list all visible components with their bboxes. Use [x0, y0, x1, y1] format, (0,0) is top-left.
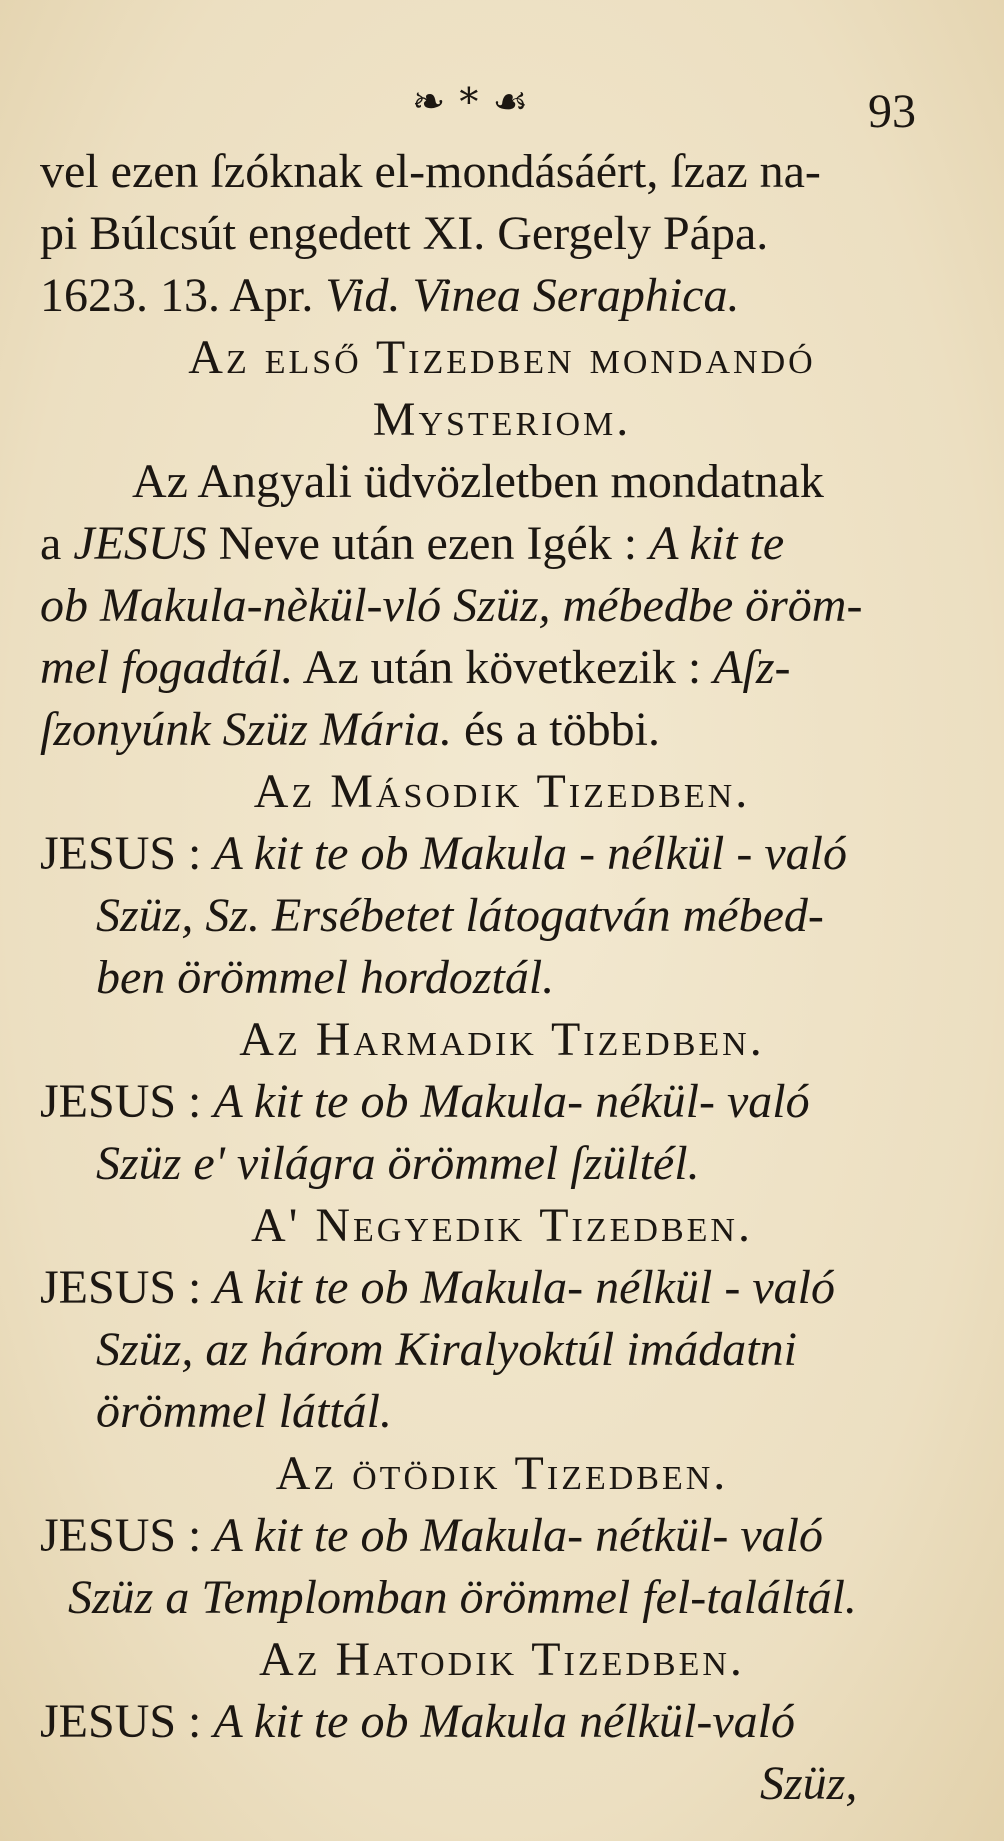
section-heading: [0, 390, 1004, 452]
text-line: [96, 948, 976, 1010]
text-line: [40, 824, 976, 886]
asterisk-icon: *: [459, 80, 479, 124]
text-line: [96, 886, 976, 948]
line-text: vel ezen ſzóknak el-mondásáért, ſzaz na-: [40, 145, 821, 198]
text-line: [40, 1258, 976, 1320]
prayer-text: örömmel láttál.: [96, 1385, 392, 1438]
text-line: [96, 1134, 976, 1196]
header-ornament: [340, 72, 600, 132]
fleuron-left-icon: ❧: [411, 79, 446, 125]
text-line: [40, 576, 976, 638]
prayer-text: mel fogadtál.: [40, 641, 294, 694]
line-text: Az után következik :: [293, 641, 714, 694]
heading-text: Az ötödik Tizedben.: [275, 1447, 729, 1500]
heading-text: A' Negyedik Tizedben.: [251, 1199, 753, 1252]
heading-text: Mysteriom.: [372, 393, 632, 446]
line-text: és a többi.: [451, 703, 660, 756]
prayer-text: Szüz, Sz. Ersébetet látogatván mébed-: [96, 889, 824, 942]
section-heading: [0, 1010, 1004, 1072]
line-text: Neve után ezen Igék :: [206, 517, 650, 570]
text-line: [760, 1754, 976, 1816]
prayer-text: Szüz a Templomban örömmel fel-találtál.: [68, 1571, 857, 1624]
text-line: [96, 1382, 976, 1444]
text-line: [40, 266, 976, 328]
fleuron-right-icon: ☙: [492, 79, 529, 125]
text-line: [40, 700, 976, 762]
prayer-text: ſzonyúnk Szüz Mária.: [40, 703, 452, 756]
text-line: [40, 204, 976, 266]
jesus-label: JESUS :: [40, 827, 214, 880]
prayer-text: Szüz e' világra örömmel ſzültél.: [96, 1137, 700, 1190]
text-line: [40, 638, 976, 700]
heading-text: Az első Tizedben mondandó: [188, 331, 816, 384]
prayer-text: ob Makula-nèkül-vló Szüz, mébedbe öröm-: [40, 579, 863, 632]
heading-text: Az Hatodik Tizedben.: [259, 1633, 745, 1686]
jesus-label: JESUS :: [40, 1695, 214, 1748]
text-line: [68, 1568, 976, 1630]
prayer-text: Szüz,: [760, 1757, 858, 1810]
text-line: [40, 142, 976, 204]
page-number: 93: [868, 85, 916, 138]
prayer-text: A kit te ob Makula- nélkül - való: [213, 1261, 835, 1314]
line-text: pi Búlcsút engedett XI. Gergely Pápa.: [40, 207, 769, 260]
heading-text: Az Harmadik Tizedben.: [239, 1013, 765, 1066]
prayer-text: A kit te ob Makula- nétkül- való: [213, 1509, 823, 1562]
text-line: [40, 1692, 976, 1754]
prayer-text: Szüz, az három Kiralyoktúl imádatni: [96, 1323, 797, 1376]
line-text: Az Angyali üdvözletben mondatnak: [132, 455, 824, 508]
text-line: [96, 1320, 976, 1382]
section-heading: [0, 762, 1004, 824]
line-text: a: [40, 517, 74, 570]
prayer-text: ben örömmel hordoztál.: [96, 951, 555, 1004]
citation-text: Vid. Vinea Seraphica.: [325, 269, 740, 322]
prayer-text: A kit te ob Makula - nélkül - való: [213, 827, 847, 880]
text-line: [132, 452, 976, 514]
text-line: [40, 1506, 976, 1568]
name-text: JESUS: [73, 517, 207, 570]
heading-text: Az Második Tizedben.: [253, 765, 751, 818]
section-heading: [0, 1196, 1004, 1258]
prayer-text: Aſz-: [713, 641, 791, 694]
section-heading: [0, 328, 1004, 390]
prayer-text: A kit te ob Makula nélkül-való: [213, 1695, 795, 1748]
line-text: 1623. 13. Apr.: [40, 269, 326, 322]
jesus-label: JESUS :: [40, 1075, 214, 1128]
section-heading: [0, 1630, 1004, 1692]
prayer-text: A kit te: [649, 517, 785, 570]
text-line: [40, 514, 976, 576]
section-heading: [0, 1444, 1004, 1506]
jesus-label: JESUS :: [40, 1261, 214, 1314]
text-line: [40, 1072, 976, 1134]
jesus-label: JESUS :: [40, 1509, 214, 1562]
prayer-text: A kit te ob Makula- nékül- való: [213, 1075, 810, 1128]
